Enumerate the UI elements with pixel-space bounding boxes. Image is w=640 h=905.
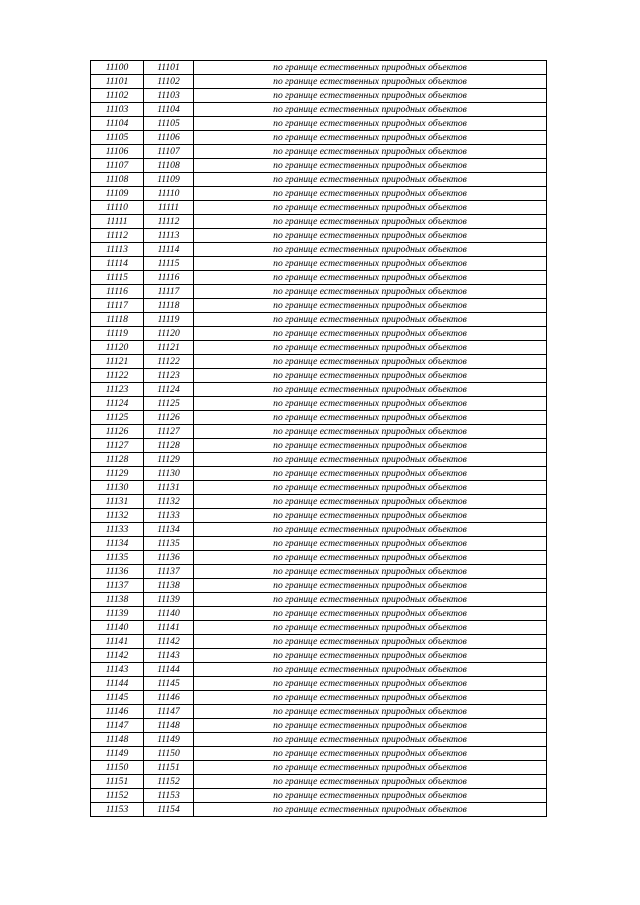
- point-from-cell: 11110: [91, 201, 144, 215]
- boundary-description-cell: по границе естественных природных объектов: [194, 621, 547, 635]
- boundary-description-cell: по границе естественных природных объектов: [194, 103, 547, 117]
- point-from-cell: 11115: [91, 271, 144, 285]
- boundary-description-cell: по границе естественных природных объектов: [194, 677, 547, 691]
- boundary-description-cell: по границе естественных природных объектов: [194, 439, 547, 453]
- point-from-cell: 11151: [91, 775, 144, 789]
- point-to-cell: 11112: [144, 215, 194, 229]
- boundary-description-cell: по границе естественных природных объектов: [194, 285, 547, 299]
- boundary-description-cell: по границе естественных природных объектов: [194, 747, 547, 761]
- table-row: [91, 61, 547, 75]
- point-from-cell: 11129: [91, 467, 144, 481]
- boundary-description-cell: по границе естественных природных объектов: [194, 635, 547, 649]
- point-from-cell: 11131: [91, 495, 144, 509]
- table-row: [91, 173, 547, 187]
- boundary-description-cell: по границе естественных природных объектов: [194, 523, 547, 537]
- point-from-cell: 11141: [91, 635, 144, 649]
- point-from-cell: 11152: [91, 789, 144, 803]
- table-row: [91, 705, 547, 719]
- point-from-cell: 11128: [91, 453, 144, 467]
- table-row: [91, 271, 547, 285]
- point-from-cell: 11142: [91, 649, 144, 663]
- boundary-description-cell: по границе естественных природных объектов: [194, 201, 547, 215]
- boundary-description-cell: по границе естественных природных объектов: [194, 397, 547, 411]
- table-row: [91, 117, 547, 131]
- table-row: [91, 425, 547, 439]
- boundary-description-cell: по границе естественных природных объектов: [194, 719, 547, 733]
- point-from-cell: 11153: [91, 803, 144, 817]
- point-to-cell: 11130: [144, 467, 194, 481]
- table-row: [91, 229, 547, 243]
- boundary-description-cell: по границе естественных природных объектов: [194, 467, 547, 481]
- point-from-cell: 11116: [91, 285, 144, 299]
- table-row: [91, 607, 547, 621]
- boundary-description-cell: по границе естественных природных объектов: [194, 425, 547, 439]
- point-from-cell: 11138: [91, 593, 144, 607]
- table-row: [91, 411, 547, 425]
- boundary-description-cell: по границе естественных природных объектов: [194, 355, 547, 369]
- boundary-table: [90, 60, 547, 817]
- table-row: [91, 621, 547, 635]
- point-from-cell: 11123: [91, 383, 144, 397]
- table-row: [91, 453, 547, 467]
- point-to-cell: 11141: [144, 621, 194, 635]
- boundary-description-cell: по границе естественных природных объектов: [194, 789, 547, 803]
- table-row: [91, 635, 547, 649]
- table-row: [91, 383, 547, 397]
- table-row: [91, 145, 547, 159]
- table-row: [91, 187, 547, 201]
- boundary-description-cell: по границе естественных природных объектов: [194, 313, 547, 327]
- point-from-cell: 11130: [91, 481, 144, 495]
- table-row: [91, 579, 547, 593]
- point-to-cell: 11150: [144, 747, 194, 761]
- table-row: [91, 733, 547, 747]
- point-to-cell: 11147: [144, 705, 194, 719]
- point-to-cell: 11148: [144, 719, 194, 733]
- boundary-description-cell: по границе естественных природных объектов: [194, 411, 547, 425]
- table-row: [91, 397, 547, 411]
- table-row: [91, 299, 547, 313]
- point-to-cell: 11128: [144, 439, 194, 453]
- table-row: [91, 677, 547, 691]
- table-row: [91, 257, 547, 271]
- point-to-cell: 11144: [144, 663, 194, 677]
- point-to-cell: 11137: [144, 565, 194, 579]
- point-to-cell: 11132: [144, 495, 194, 509]
- point-from-cell: 11149: [91, 747, 144, 761]
- point-to-cell: 11139: [144, 593, 194, 607]
- point-to-cell: 11124: [144, 383, 194, 397]
- boundary-description-cell: по границе естественных природных объектов: [194, 593, 547, 607]
- point-to-cell: 11131: [144, 481, 194, 495]
- point-to-cell: 11115: [144, 257, 194, 271]
- boundary-description-cell: по границе естественных природных объектов: [194, 89, 547, 103]
- point-from-cell: 11114: [91, 257, 144, 271]
- table-row: [91, 663, 547, 677]
- point-from-cell: 11122: [91, 369, 144, 383]
- table-row: [91, 285, 547, 299]
- point-to-cell: 11129: [144, 453, 194, 467]
- boundary-description-cell: по границе естественных природных объектов: [194, 453, 547, 467]
- point-from-cell: 11124: [91, 397, 144, 411]
- boundary-description-cell: по границе естественных природных объектов: [194, 187, 547, 201]
- point-to-cell: 11114: [144, 243, 194, 257]
- point-to-cell: 11119: [144, 313, 194, 327]
- table-row: [91, 355, 547, 369]
- point-to-cell: 11104: [144, 103, 194, 117]
- boundary-description-cell: по границе естественных природных объектов: [194, 495, 547, 509]
- point-from-cell: 11112: [91, 229, 144, 243]
- point-from-cell: 11127: [91, 439, 144, 453]
- point-from-cell: 11108: [91, 173, 144, 187]
- point-from-cell: 11113: [91, 243, 144, 257]
- boundary-description-cell: по границе естественных природных объектов: [194, 691, 547, 705]
- boundary-description-cell: по границе естественных природных объектов: [194, 803, 547, 817]
- boundary-description-cell: по границе естественных природных объектов: [194, 481, 547, 495]
- point-to-cell: 11153: [144, 789, 194, 803]
- point-to-cell: 11120: [144, 327, 194, 341]
- table-row: [91, 313, 547, 327]
- table-row: [91, 327, 547, 341]
- point-from-cell: 11118: [91, 313, 144, 327]
- table-row: [91, 103, 547, 117]
- table-row: [91, 159, 547, 173]
- table-row: [91, 803, 547, 817]
- boundary-description-cell: по границе естественных природных объектов: [194, 607, 547, 621]
- point-to-cell: 11133: [144, 509, 194, 523]
- boundary-description-cell: по границе естественных природных объектов: [194, 565, 547, 579]
- boundary-description-cell: по границе естественных природных объектов: [194, 775, 547, 789]
- table-row: [91, 537, 547, 551]
- boundary-description-cell: по границе естественных природных объектов: [194, 145, 547, 159]
- point-from-cell: 11148: [91, 733, 144, 747]
- point-from-cell: 11125: [91, 411, 144, 425]
- point-from-cell: 11137: [91, 579, 144, 593]
- boundary-description-cell: по границе естественных природных объектов: [194, 551, 547, 565]
- point-to-cell: 11136: [144, 551, 194, 565]
- point-from-cell: 11133: [91, 523, 144, 537]
- point-to-cell: 11111: [144, 201, 194, 215]
- point-from-cell: 11147: [91, 719, 144, 733]
- boundary-description-cell: по границе естественных природных объектов: [194, 579, 547, 593]
- point-from-cell: 11150: [91, 761, 144, 775]
- point-to-cell: 11121: [144, 341, 194, 355]
- table-row: [91, 719, 547, 733]
- table-row: [91, 481, 547, 495]
- point-to-cell: 11102: [144, 75, 194, 89]
- point-to-cell: 11123: [144, 369, 194, 383]
- point-from-cell: 11144: [91, 677, 144, 691]
- point-to-cell: 11122: [144, 355, 194, 369]
- boundary-description-cell: по границе естественных природных объектов: [194, 131, 547, 145]
- point-to-cell: 11108: [144, 159, 194, 173]
- boundary-description-cell: по границе естественных природных объектов: [194, 537, 547, 551]
- table-row: [91, 691, 547, 705]
- point-to-cell: 11143: [144, 649, 194, 663]
- point-from-cell: 11104: [91, 117, 144, 131]
- point-to-cell: 11118: [144, 299, 194, 313]
- point-to-cell: 11152: [144, 775, 194, 789]
- point-to-cell: 11149: [144, 733, 194, 747]
- boundary-description-cell: по границе естественных природных объектов: [194, 733, 547, 747]
- point-from-cell: 11107: [91, 159, 144, 173]
- point-from-cell: 11134: [91, 537, 144, 551]
- table-row: [91, 439, 547, 453]
- boundary-description-cell: по границе естественных природных объектов: [194, 229, 547, 243]
- boundary-description-cell: по границе естественных природных объектов: [194, 509, 547, 523]
- table-row: [91, 369, 547, 383]
- point-from-cell: 11145: [91, 691, 144, 705]
- table-row: [91, 495, 547, 509]
- point-to-cell: 11113: [144, 229, 194, 243]
- boundary-description-cell: по границе естественных природных объектов: [194, 369, 547, 383]
- point-from-cell: 11120: [91, 341, 144, 355]
- table-row: [91, 341, 547, 355]
- point-to-cell: 11110: [144, 187, 194, 201]
- table-row: [91, 551, 547, 565]
- table-row: [91, 509, 547, 523]
- point-to-cell: 11127: [144, 425, 194, 439]
- point-to-cell: 11135: [144, 537, 194, 551]
- table-row: [91, 89, 547, 103]
- boundary-description-cell: по границе естественных природных объектов: [194, 257, 547, 271]
- table-row: [91, 523, 547, 537]
- point-from-cell: 11143: [91, 663, 144, 677]
- table-row: [91, 649, 547, 663]
- point-to-cell: 11142: [144, 635, 194, 649]
- point-to-cell: 11116: [144, 271, 194, 285]
- point-from-cell: 11111: [91, 215, 144, 229]
- point-from-cell: 11140: [91, 621, 144, 635]
- point-from-cell: 11102: [91, 89, 144, 103]
- point-from-cell: 11109: [91, 187, 144, 201]
- boundary-description-cell: по границе естественных природных объектов: [194, 117, 547, 131]
- table-body: [91, 61, 547, 817]
- point-from-cell: 11106: [91, 145, 144, 159]
- boundary-description-cell: по границе естественных природных объектов: [194, 75, 547, 89]
- point-to-cell: 11151: [144, 761, 194, 775]
- point-from-cell: 11117: [91, 299, 144, 313]
- boundary-description-cell: по границе естественных природных объектов: [194, 159, 547, 173]
- point-to-cell: 11138: [144, 579, 194, 593]
- point-to-cell: 11134: [144, 523, 194, 537]
- point-to-cell: 11146: [144, 691, 194, 705]
- table-row: [91, 467, 547, 481]
- boundary-description-cell: по границе естественных природных объектов: [194, 649, 547, 663]
- point-from-cell: 11135: [91, 551, 144, 565]
- point-from-cell: 11146: [91, 705, 144, 719]
- point-to-cell: 11105: [144, 117, 194, 131]
- point-to-cell: 11125: [144, 397, 194, 411]
- point-from-cell: 11119: [91, 327, 144, 341]
- table-row: [91, 775, 547, 789]
- point-to-cell: 11140: [144, 607, 194, 621]
- point-from-cell: 11101: [91, 75, 144, 89]
- table-row: [91, 75, 547, 89]
- table-row: [91, 789, 547, 803]
- boundary-description-cell: по границе естественных природных объектов: [194, 663, 547, 677]
- boundary-description-cell: по границе естественных природных объектов: [194, 299, 547, 313]
- point-from-cell: 11105: [91, 131, 144, 145]
- point-to-cell: 11145: [144, 677, 194, 691]
- point-from-cell: 11136: [91, 565, 144, 579]
- table-row: [91, 201, 547, 215]
- point-from-cell: 11121: [91, 355, 144, 369]
- table-row: [91, 215, 547, 229]
- boundary-description-cell: по границе естественных природных объектов: [194, 173, 547, 187]
- point-from-cell: 11103: [91, 103, 144, 117]
- point-to-cell: 11117: [144, 285, 194, 299]
- point-to-cell: 11109: [144, 173, 194, 187]
- table-row: [91, 565, 547, 579]
- point-from-cell: 11126: [91, 425, 144, 439]
- point-to-cell: 11103: [144, 89, 194, 103]
- boundary-description-cell: по границе естественных природных объектов: [194, 761, 547, 775]
- point-from-cell: 11132: [91, 509, 144, 523]
- point-to-cell: 11126: [144, 411, 194, 425]
- point-from-cell: 11100: [91, 61, 144, 75]
- boundary-description-cell: по границе естественных природных объектов: [194, 341, 547, 355]
- point-to-cell: 11154: [144, 803, 194, 817]
- boundary-description-cell: по границе естественных природных объектов: [194, 271, 547, 285]
- boundary-description-cell: по границе естественных природных объектов: [194, 243, 547, 257]
- table-row: [91, 131, 547, 145]
- boundary-description-cell: по границе естественных природных объектов: [194, 383, 547, 397]
- point-to-cell: 11106: [144, 131, 194, 145]
- boundary-description-cell: по границе естественных природных объектов: [194, 705, 547, 719]
- point-to-cell: 11107: [144, 145, 194, 159]
- boundary-description-cell: по границе естественных природных объектов: [194, 327, 547, 341]
- table-row: [91, 593, 547, 607]
- table-row: [91, 747, 547, 761]
- point-from-cell: 11139: [91, 607, 144, 621]
- point-to-cell: 11101: [144, 61, 194, 75]
- table-row: [91, 243, 547, 257]
- table-row: [91, 761, 547, 775]
- boundary-description-cell: по границе естественных природных объектов: [194, 61, 547, 75]
- boundary-description-cell: по границе естественных природных объектов: [194, 215, 547, 229]
